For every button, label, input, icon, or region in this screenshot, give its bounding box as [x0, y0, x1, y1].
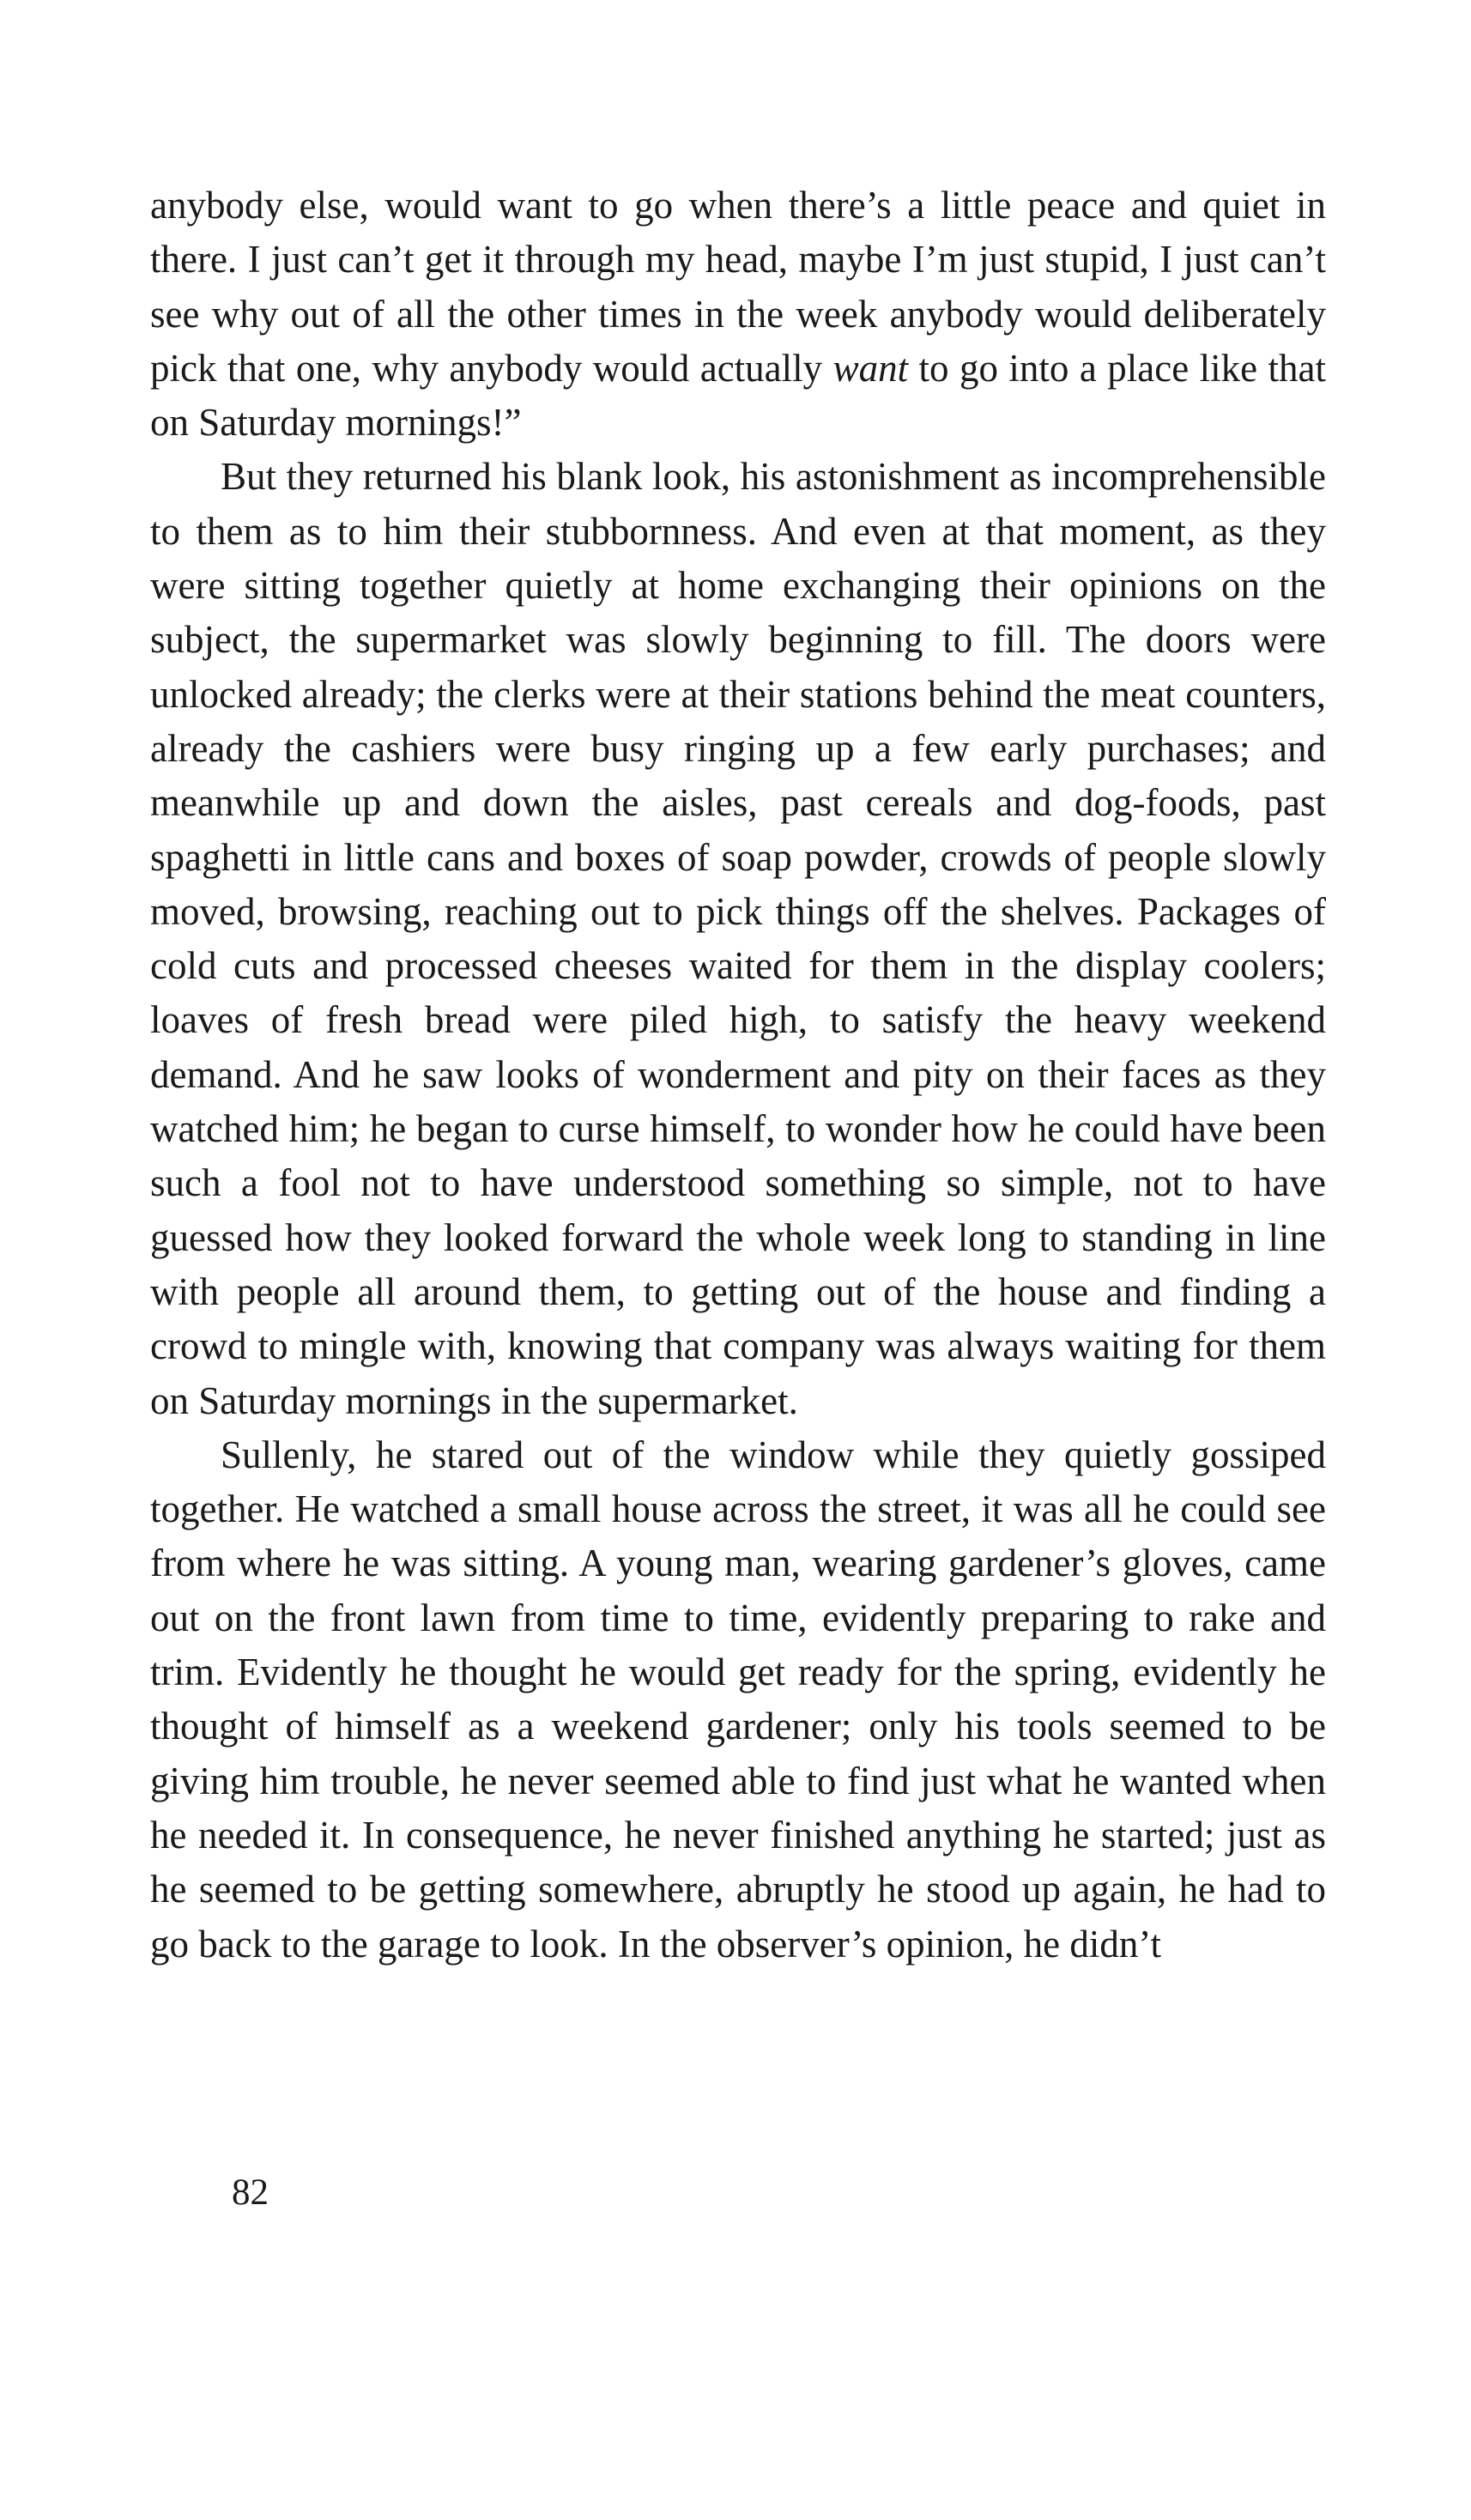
paragraph-2: But they returned his blank look, his astonishment as incomprehensible to them as to him their stubbornness. And even at that moment, as they were sitting together quietly at home exchanging their opinions on the subject, the supermarket was slowly beginning to fill. The doors were unlocked already; the clerks were at their stations behind the meat counters, already the cashiers were busy ringing up a few early purchases; and meanwhile up and down the aisles, past cereals and dog-foods, past spaghetti in little cans and boxes of soap powder, crowds of people slowly moved, browsing, reaching out to pick things off the shelves. Packages of cold cuts and processed cheeses waited for them in the display coolers; loaves of fresh bread were piled high, to satisfy the heavy weekend demand. And he saw looks of wonderment and pity on their faces as they watched him; he began to curse himself, to wonder how he could have been such a fool not to have understood something so simple, not to have guessed how they looked forward the whole week long to standing in line with people all around them, to getting out of the house and finding a crowd to mingle with, knowing that company was always waiting for them on Saturday mornings in the supermarket. — [150, 455, 1326, 1422]
paragraph-1-text-before: anybody else, would want to go when there’s a little peace and quiet in there. I just can’t get it through my head, maybe I’m just stupid, I just can’t see why out of all the other times in the week anybody would deliberately pick that one, why anybody would actually — [150, 184, 1326, 390]
emphasis-word: want — [832, 346, 909, 390]
paragraph-1-text-after: to go into a place like that on Saturday mornings!” — [150, 346, 1326, 445]
body-text — [150, 179, 1326, 1972]
page-number: 82 — [232, 2172, 269, 2213]
paragraph-continued — [150, 179, 1326, 450]
paragraph-3: Sullenly, he stared out of the window while they quietly gossiped together. He watched a small house across the street, it was all he could see from where he was sitting. A young man, wearing gardener’s gloves, came out on the front lawn from time to time, evidently preparing to rake and trim. Evidently he thought he would get ready for the spring, evidently he thought of himself as a weekend gardener; only his tools seemed to be giving him trouble, he never seemed able to find just what he wanted when he needed it. In consequence, he never finished anything he started; just as he seemed to be getting somewhere, abruptly he stood up again, he had to go back to the garage to look. In the observer’s opinion, he didn’t — [150, 1433, 1326, 1966]
